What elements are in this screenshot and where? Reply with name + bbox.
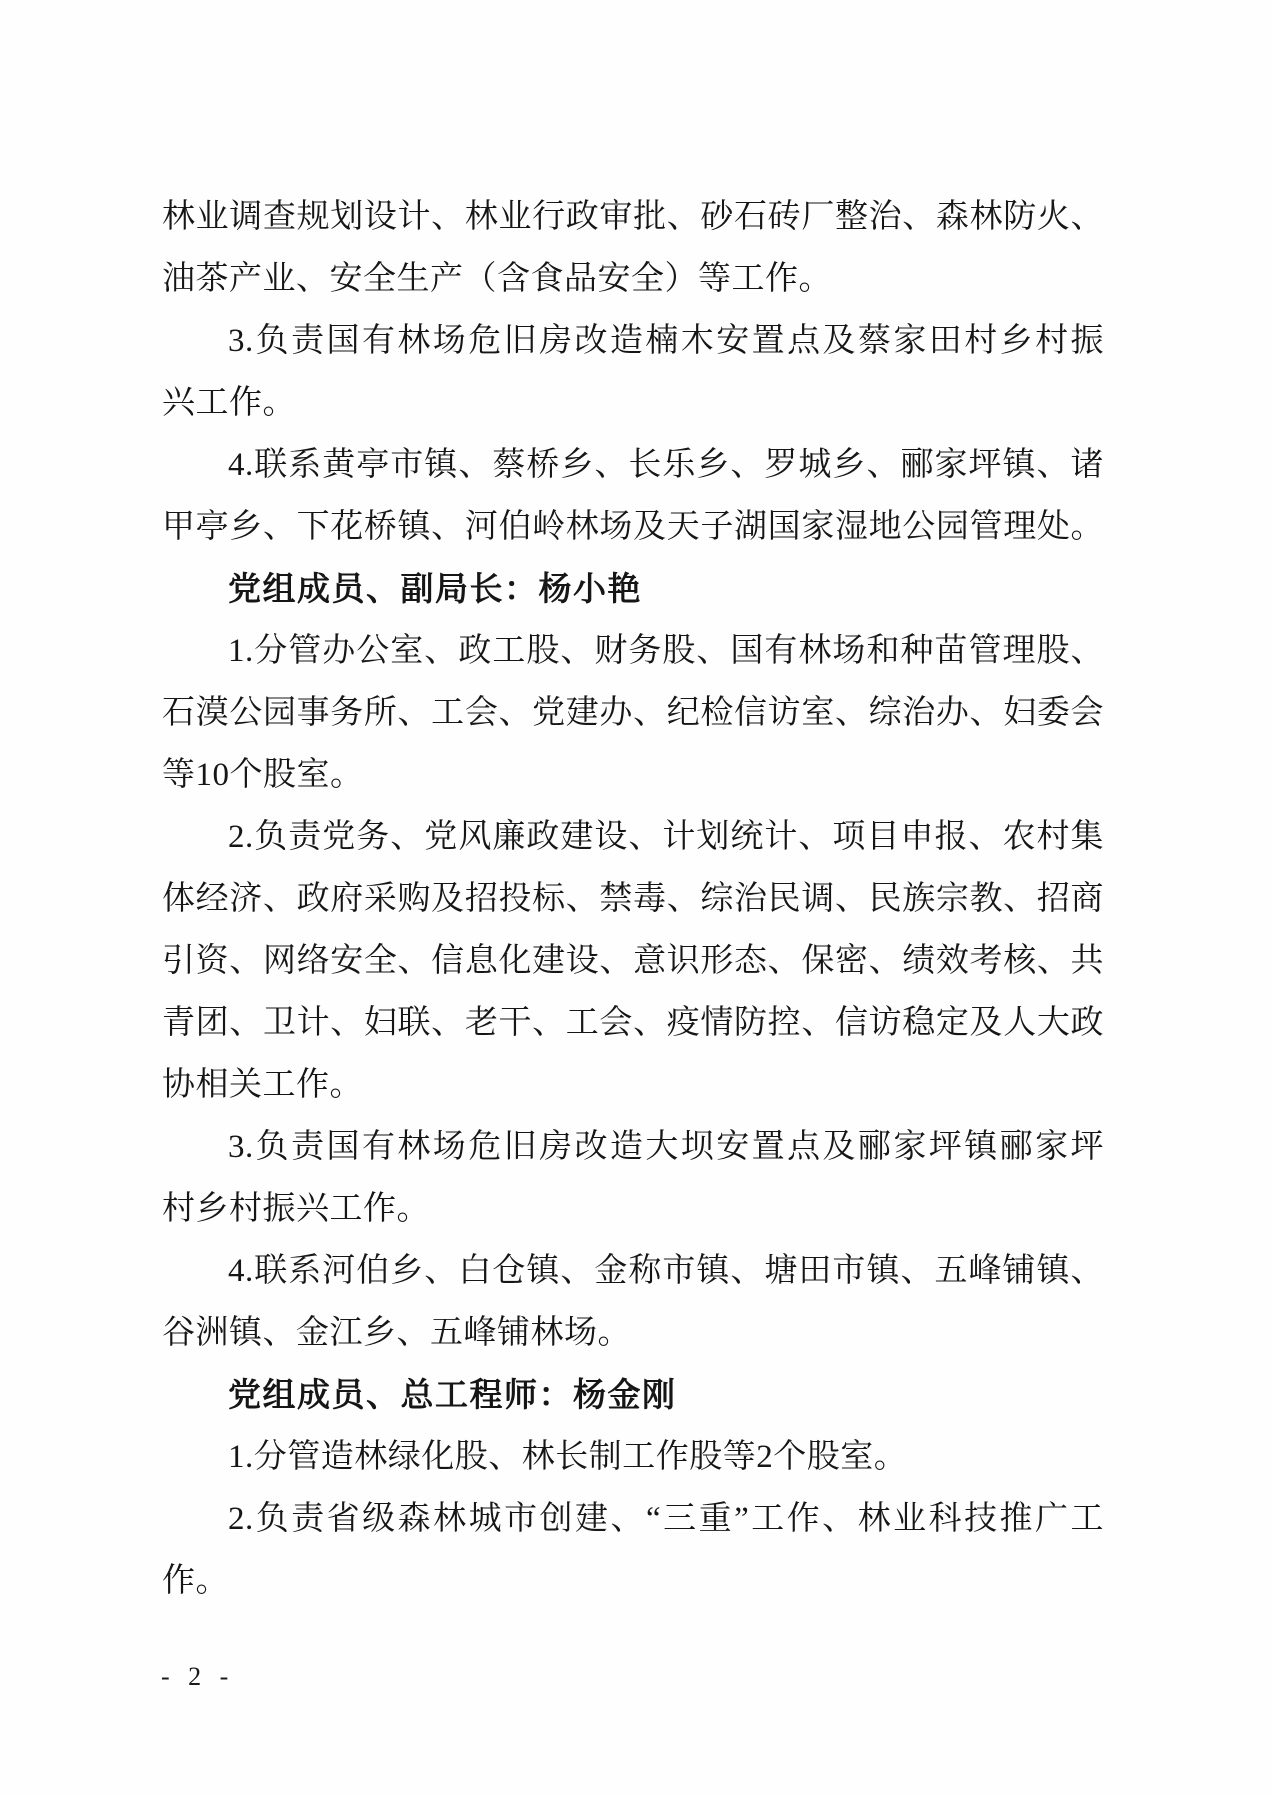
document-body	[162, 186, 1104, 1612]
text-line: 体经济、政府采购及招投标、禁毒、综治民调、民族宗教、招商	[162, 881, 1104, 917]
text-line: 村乡村振兴工作。	[162, 1191, 430, 1227]
text-line: 2.负责党务、党风廉政建设、计划统计、项目申报、农村集	[228, 819, 1104, 855]
section-heading: 党组成员、副局长：杨小艳	[228, 570, 642, 607]
text-line: 4.联系河伯乡、白仓镇、金称市镇、塘田市镇、五峰铺镇、	[228, 1253, 1104, 1289]
text-line: 引资、网络安全、信息化建设、意识形态、保密、绩效考核、共	[162, 943, 1104, 979]
text-line: 油茶产业、安全生产（含食品安全）等工作。	[162, 261, 832, 297]
text-line: 林业调查规划设计、林业行政审批、砂石砖厂整治、森林防火、	[162, 199, 1104, 235]
text-line: 4.联系黄亭市镇、蔡桥乡、长乐乡、罗城乡、郦家坪镇、诸	[228, 447, 1104, 483]
text-line: 1.分管造林绿化股、林长制工作股等2个股室。	[228, 1439, 908, 1475]
text-line: 谷洲镇、金江乡、五峰铺林场。	[162, 1315, 631, 1351]
text-line: 作。	[162, 1563, 229, 1599]
text-line: 等10个股室。	[162, 757, 364, 793]
text-line: 1.分管办公室、政工股、财务股、国有林场和种苗管理股、	[228, 633, 1104, 669]
text-line: 3.负责国有林场危旧房改造楠木安置点及蔡家田村乡村振	[228, 323, 1104, 359]
text-line: 青团、卫计、妇联、老干、工会、疫情防控、信访稳定及人大政	[162, 1005, 1104, 1041]
text-line: 石漠公园事务所、工会、党建办、纪检信访室、综治办、妇委会	[162, 695, 1104, 731]
text-line: 2.负责省级森林城市创建、“三重”工作、林业科技推广工	[228, 1501, 1104, 1537]
section-heading: 党组成员、总工程师：杨金刚	[228, 1376, 677, 1413]
text-line: 甲亭乡、下花桥镇、河伯岭林场及天子湖国家湿地公园管理处。	[162, 509, 1104, 545]
text-line: 3.负责国有林场危旧房改造大坝安置点及郦家坪镇郦家坪	[228, 1129, 1104, 1165]
text-line: 协相关工作。	[162, 1067, 363, 1103]
text-line: 兴工作。	[162, 385, 296, 421]
page-number: - 2 -	[161, 1662, 235, 1691]
